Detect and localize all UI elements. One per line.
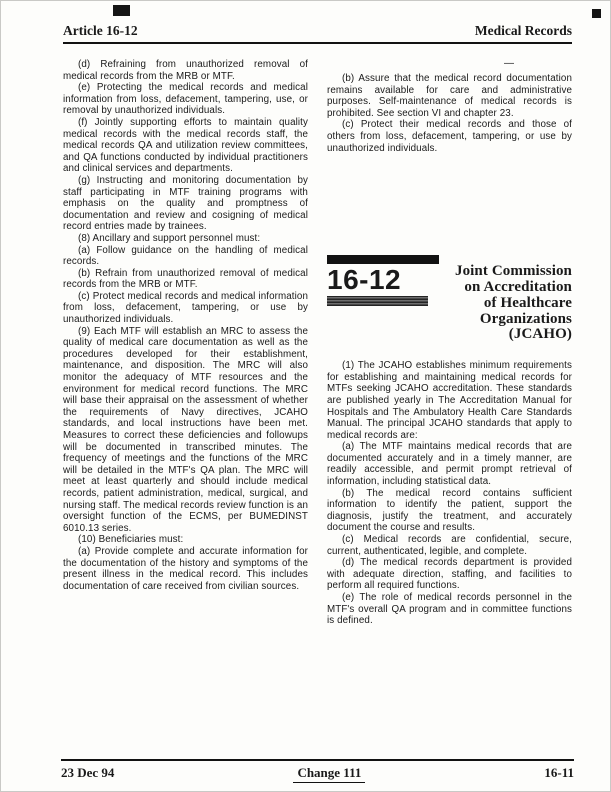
- section-number-block: [327, 255, 447, 343]
- section-title-line: of Healthcare: [483, 294, 572, 311]
- section-heading: [327, 255, 572, 343]
- paragraph: (d) The medical records department is provided with adequate direction, staffing, and facilities to perform all required functions.: [327, 557, 572, 592]
- heading-bar-top: [327, 255, 439, 264]
- paragraph: (e) Protecting the medical records and medical information from loss, defacement, tampering, use, or removal by unauthorized individuals.: [63, 82, 308, 117]
- footer-change-number: Change 111: [293, 765, 365, 783]
- scan-dash: —: [504, 58, 514, 69]
- section-title-line: Joint Commission: [454, 263, 572, 280]
- paragraph: (c) Protect their medical records and those of others from loss, defacement, tampering, or use by unauthorized individuals.: [327, 119, 572, 154]
- section-title-line: on Accreditation: [464, 278, 572, 295]
- paragraph: (c) Medical records are confidential, secure, current, authenticated, legible, and complete.: [327, 534, 572, 557]
- page-header-title: Medical Records: [474, 23, 572, 38]
- footer-date: 23 Dec 94: [61, 765, 115, 780]
- paragraph: (g) Instructing and monitoring documentation by staff participating in MTF training programs with emphasis on the quality and promptness of documentation and review and cosigning of medical record entries made by trainees.: [63, 174, 308, 233]
- section-number: 16-12: [327, 264, 402, 296]
- page-header: [63, 23, 572, 44]
- paragraph: (b) Refrain from unauthorized removal of medical records from the MRB or MTF.: [63, 267, 308, 291]
- section-title-line: (JCAHO): [508, 326, 572, 343]
- paragraph: (d) Refraining from unauthorized removal of medical records from the MRB or MTF.: [63, 59, 308, 82]
- paragraph: (1) The JCAHO establishes minimum requirements for establishing and maintaining medical records for MTFs seeking JCAHO accreditation. These standards are published yearly in The Accreditation Manual for Hospitals and The Ambulatory Health Care Standards Manual. The principal JCAHO standards that apply to medical records are:: [327, 360, 572, 441]
- paragraph: (b) The medical record contains sufficient information to identify the patient, support the diagnosis, justify the treatment, and accurately document the course and results.: [327, 487, 572, 534]
- scan-artifact-top-right: [592, 9, 601, 18]
- paragraph: (10) Beneficiaries must:: [78, 534, 184, 546]
- right-column: [327, 59, 572, 627]
- scan-artifact-top-left: [113, 5, 130, 16]
- paragraph: (b) Assure that the medical record documentation remains available for care and administrative purposes. Self-maintenance of medical records is prohibited. See section VI and chapter 23.: [327, 73, 572, 119]
- paragraph: (c) Protect medical records and medical information from loss, defacement, tampering, or use by unauthorized individuals.: [63, 290, 308, 326]
- paragraph: (8) Ancillary and support personnel must:: [78, 232, 261, 244]
- section-title: [447, 255, 572, 343]
- page-body: [63, 59, 572, 627]
- left-column: [63, 59, 308, 627]
- paragraph: (f) Jointly supporting efforts to maintain quality medical records with the medical records staff, the medical records QA and utilization review committees, and QA functions conducted by individual practitioners and clinical services and departments.: [63, 116, 308, 175]
- paragraph: (a) The MTF maintains medical records that are documented accurately and in a timely manner, are readily accessible, and permit prompt retrieval of information, including statistical data.: [327, 441, 572, 488]
- page-footer: [61, 759, 574, 783]
- paragraph: (a) Provide complete and accurate information for the documentation of the history and symptoms of the present illness in the medical record. This includes documentation of care received from civilian sources.: [63, 545, 308, 592]
- heading-bar-bottom: [327, 296, 428, 306]
- section-title-line: Organizations: [479, 310, 572, 327]
- paragraph: (e) The role of medical records personnel in the MTF's overall QA program and in committee functions is defined.: [327, 592, 572, 627]
- article-number: Article 16-12: [63, 23, 138, 38]
- paragraph: (a) Follow guidance on the handling of medical records.: [63, 244, 308, 268]
- paragraph: (9) Each MTF will establish an MRC to assess the quality of medical care documentation as well as the procedures developed for their establishment, maintenance, and disposition. The MRC will also monitor the adequacy of MTF resources and the environment for medical record functions. The MRC will base their appraisal on the assessment of whether the requirements of Navy directives, JCAHO standards, and local instructions have been met. Measures to correct these deficiencies and followups will be documented in transcribed minutes. The frequency of meetings and the functions of the MRC will be detailed in the MTF's QA plan. The MRC will meet at least quarterly and should include medical records, patient administration, medical, surgical, and nursing staff. The medical records review function is an oversight function of the ECMS, per BUMEDINST 6010.13 series.: [63, 325, 308, 534]
- footer-page-number: 16-11: [544, 765, 574, 780]
